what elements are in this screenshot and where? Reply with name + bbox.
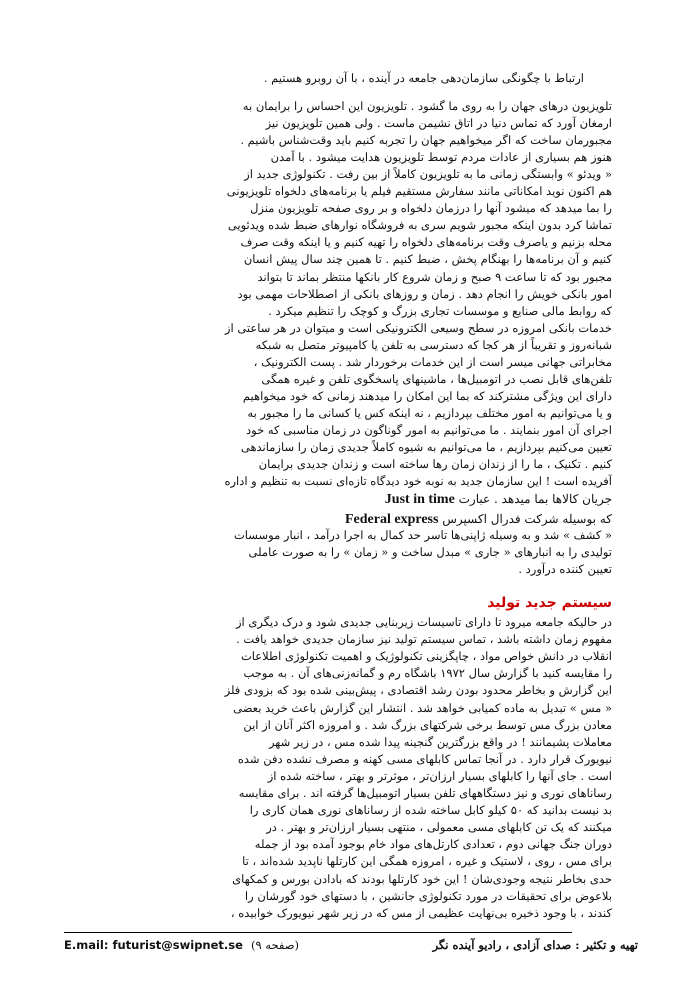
- text-line: مخابراتی جهانی میسر است از این خدمات برخوردار شد . پست الکترونیک ،: [253, 354, 612, 369]
- jit-text: جریان کالاها بما میدهد . عبارت: [458, 492, 612, 506]
- text-line: مجبور بود که تا ساعت ۹ صبح و زمان شروع کار بانکها منتظر بماند تا بتواند: [257, 269, 612, 284]
- section-heading: سیستم جدید تولید: [487, 595, 612, 611]
- text-line: هم اکنون نوید امکاناتی مانند سفارش مستقیم فیلم یا برنامه‌های دلخواه تلویزیونی: [226, 184, 612, 199]
- text-line: معاملات پشیمانند ! در واقع بزرگترین گنجینه پیدا شده مس ، در زیر شهر: [268, 734, 612, 749]
- text-line: بلاعوض برای تحقیقات در مورد تکنولوژی جانشین ، با دستهای خود گورشان را: [244, 888, 612, 903]
- text-line: را مقایسه کنید با گزارش سال ۱۹۷۲ باشگاه رم و گمانه‌زنی‌های آن . به موجب: [243, 666, 612, 681]
- text-line: تولیدی را به انبارهای « جاری » مبدل ساخت و « زمان » را به صورت عاملی: [248, 545, 612, 559]
- text-line: تماشا کرد بدون اینکه مجبور شویم سری به فروشگاه نوارهای ضبط شده ویدئویی: [227, 218, 612, 233]
- page-number: (صفحه ۹): [250, 938, 299, 952]
- text-line: بد نیست بدانید که ۵۰ کیلو کابل ساخته شده از رسانا‌های نوری همان کاری را: [249, 803, 612, 818]
- text-line: شبانه‌روز و تقریباً از هر کجا که دسترسی به تلفن یا کامپیوتر متصل به شبکه: [255, 337, 612, 352]
- text-line: است . جای آنها را کابلهای بسیار ارزان‌تر ، موثرتر و بهتر ، ساخته شده از: [267, 768, 612, 783]
- text-line: مجبورمان ساخت که اگر میخواهیم جهان را تجربه کنیم باید وقت‌شناس باشیم .: [240, 133, 612, 148]
- footer-email: E.mail: futurist@swipnet.se: [64, 938, 243, 952]
- text-line: تلویزیون درهای جهان را به روی ما گشود . تلویزیون این احساس را برایمان به: [242, 99, 612, 113]
- footer-divider: [64, 932, 572, 933]
- text-line: « کشف » شد و به وسیله ژاپنی‌ها تاسر حد کمال به اجرا درآمد ، انبار موسسات: [233, 528, 612, 542]
- text-line: « مس » تبدیل به ماده کمیابی خواهد شد . انتشار این گزارش باعث خرید بعضی: [233, 700, 612, 715]
- text-line: آفریده است ! این سازمان جدید به نوبه خود دیدگاه تازه‌ای نسبت به تنظیم و اداره: [224, 474, 612, 489]
- text-line: که روابط مالی صنایع و موسسات تجاری بزرگ و کوچک را تنظیم میکرد .: [268, 303, 612, 318]
- fedex-term: Federal express: [344, 512, 439, 527]
- text-line: برای مس ، روی ، لاستیک و غیره ، امروزه همگی این کارتلها ناپدید شده‌اند ، تا: [242, 854, 612, 869]
- text-line: اجرای آن امور بنمایند . ما می‌توانیم به امور گوناگون در زمان مناسبی که خود: [246, 422, 612, 437]
- text-line: و یا می‌توانیم به امور مختلف بپردازیم ، نه اینکه کس یا کسانی ما را مجبور به: [247, 405, 612, 420]
- fedex-line: [345, 511, 612, 528]
- text-line: انقلاب در دانش خواص مواد ، چاپگزینی تکنولوژیک و اهمیت تکنولوژی اطلاعات: [240, 649, 612, 664]
- text-line: هنوز هم بسیاری از عادات مردم توسط تلویزیون هدایت میشود . با آمدن: [270, 150, 612, 165]
- text-line: دوران جنگ جهانی دوم ، تعدادی کارتل‌های مواد خام بوجود آمده بود از جمله: [254, 837, 612, 852]
- text-line: دارای این ویژگی مشترکند که بما این امکان را میدهند زمانی که خود میخواهیم: [242, 388, 612, 403]
- text-line: امور بانکی خویش را انجام دهد . زمان و روزهای بانکی از اصطلاحات مهمی بود: [237, 286, 612, 301]
- footer-credit: تهیه و تکثیر : صدای آزادی ، رادیو آینده نگر: [432, 938, 638, 952]
- text-line: کنیم . تکنیک ، ما را از زندان زمان رها ساخته است و زندان جدیدی برایمان: [258, 457, 612, 472]
- text-line: ارمغان آورد که تماس دنیا در اتاق نشیمن ماست . ولی همین تلویزیون نیز: [265, 116, 612, 131]
- text-line: خدمات بانکی امروزه در سطح وسیعی الکترونیکی است و میتوان در هر ساعتی از: [224, 320, 612, 335]
- text-line: کندند ، با وجود ذخیره بی‌نهایت عظیمی از مس که در زیر شهر نیویورک خوابیده ،: [230, 905, 612, 920]
- text-line: تعیین کننده درآورد .: [518, 562, 612, 576]
- jit-term: Just in time: [384, 492, 455, 507]
- text-line: مفهوم زمان داشته باشد ، تماس سیستم تولید نیز سازمان جدیدی خواهد یافت .: [236, 632, 612, 647]
- text-line: رسانا‌های نوری و نیز دستگاههای تلفن بسیار اتومبیل‌ها گرفته اند . برای مقایسه: [238, 786, 612, 800]
- text-line: معادن بزرگ مس توسط برخی شرکتهای بزرگ شد . و امروزه اکثر آنان از این: [243, 717, 612, 732]
- text-line: نیویورک قرار دارد . در آنجا تماس کابلهای مسی کهنه و مصرف نشده دفن شده: [237, 751, 612, 766]
- text-line: تعیین می‌کنیم بپردازیم ، ما می‌توانیم به شیوه کاملاً جدیدی زمان را سازماندهی: [240, 440, 612, 454]
- text-line: « ویدئو » وابستگی زمانی ما به تلویزیون کاملاً از بین رفت . تکنولوژی جدید از: [244, 167, 612, 182]
- fedex-text: که بوسیله شرکت فدرال اکسپرس: [442, 512, 612, 526]
- jit-line: [385, 491, 612, 508]
- footer-contact: [64, 938, 299, 952]
- text-line: محله بزنیم و یاصرف وقت برنامه‌های دلخواه را تهیه کنیم و یا اینکه وقت صرف: [240, 235, 612, 250]
- text-line: حدی بخاطر نتیجه وجودی‌شان ! این خود کارتلها بودند که بادادن بورس و کمکهای: [232, 871, 612, 886]
- intro-line: ارتباط با چگونگی سازمان‌دهی جامعه در آینده ، با آن روبرو هستیم .: [263, 71, 584, 85]
- text-line: را بما میدهد که میشود آنها را درزمان دلخواه و بر روی صفحه تلویزیون منزل: [250, 201, 612, 216]
- text-line: میکنند که یک تن کابلهای مسی معمولی ، منتهی بسیار ارزان‌تر و بهتر . در: [266, 820, 612, 835]
- text-line: تلفن‌های قابل نصب در اتومبیل‌ها ، ماشینهای پاسخگوی تلفن و غیره همگی: [261, 371, 612, 386]
- text-line: این گزارش و بخاطر محدود بودن رشد اقتصادی ، پیش‌بینی شده بود که بزودی فلز: [224, 683, 612, 698]
- text-line: در حالیکه جامعه میرود تا دارای تاسیسات زیربنایی جدیدی شود و درک دیگری از: [235, 615, 612, 629]
- text-line: کنیم و آن برنامه‌ها را بهنگام پخش ، ضبط کنیم . تا همین چند سال پیش انسان: [243, 252, 612, 267]
